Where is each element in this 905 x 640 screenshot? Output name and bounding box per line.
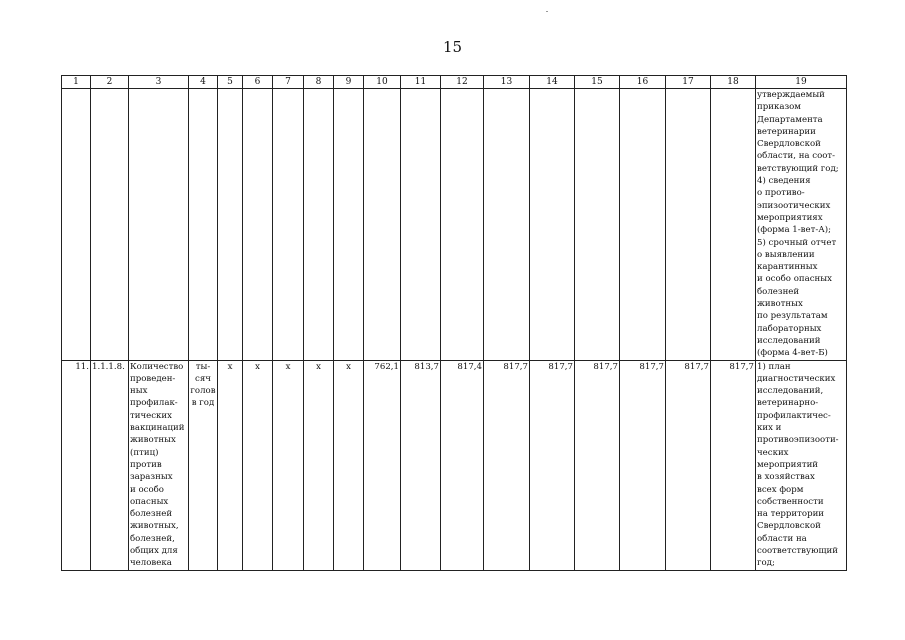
- value-cell: 817,4: [441, 360, 484, 570]
- header-cell: 3: [129, 76, 189, 89]
- empty-cell: [334, 89, 364, 361]
- value-cell: 817,7: [530, 360, 575, 570]
- header-cell: 10: [364, 76, 401, 89]
- value-cell: х: [243, 360, 273, 570]
- data-source-cell: утверждаемый приказом Департамента ветеринарии Свердловской области, на соот- ветствующий год; 4) сведения о противо- эпизоотических мероприятиях (форма 1-вет-А); 5) срочный отчет о выявлении карантинных и особо опасных болезней животных по результатам лабораторных исследований (форма 4-вет-Б): [756, 89, 847, 361]
- empty-cell: [304, 89, 334, 361]
- empty-cell: [575, 89, 620, 361]
- empty-cell: [620, 89, 666, 361]
- header-cell: 13: [484, 76, 530, 89]
- header-cell: 7: [273, 76, 304, 89]
- table-row-11: [62, 360, 847, 570]
- empty-cell: [243, 89, 273, 361]
- header-cell: 6: [243, 76, 273, 89]
- header-cell: 17: [666, 76, 711, 89]
- empty-cell: [189, 89, 218, 361]
- header-cell: 11: [401, 76, 441, 89]
- code-cell: 1.1.1.8.: [91, 360, 129, 570]
- empty-cell: [91, 89, 129, 361]
- empty-cell: [530, 89, 575, 361]
- data-source-cell: 1) план диагностических исследований, ветеринарно- профилактичес- ких и противоэпизооти- ческих мероприятий в хозяйствах всех форм собственности на территории Свердловской области на соответствующий год;: [756, 360, 847, 570]
- value-cell: 817,7: [575, 360, 620, 570]
- empty-cell: [441, 89, 484, 361]
- value-cell: х: [218, 360, 243, 570]
- value-cell: х: [273, 360, 304, 570]
- scan-speck: [546, 11, 548, 12]
- value-cell: 813,7: [401, 360, 441, 570]
- header-cell: 14: [530, 76, 575, 89]
- header-cell: 12: [441, 76, 484, 89]
- row-number-cell: 11.: [62, 360, 91, 570]
- value-cell: 817,7: [484, 360, 530, 570]
- header-cell: 2: [91, 76, 129, 89]
- empty-cell: [129, 89, 189, 361]
- empty-cell: [273, 89, 304, 361]
- value-cell: х: [304, 360, 334, 570]
- empty-cell: [666, 89, 711, 361]
- table-header-row: [62, 76, 847, 89]
- table-row-continued: [62, 89, 847, 361]
- empty-cell: [711, 89, 756, 361]
- page-number: 15: [442, 38, 463, 56]
- header-cell: 5: [218, 76, 243, 89]
- empty-cell: [62, 89, 91, 361]
- value-cell: 817,7: [666, 360, 711, 570]
- header-cell: 18: [711, 76, 756, 89]
- value-cell: 762,1: [364, 360, 401, 570]
- unit-cell: ты- сяч голов в год: [189, 360, 218, 570]
- indicators-table: [61, 75, 847, 571]
- header-cell: 9: [334, 76, 364, 89]
- empty-cell: [218, 89, 243, 361]
- indicator-name-cell: Количество проведен- ных профилак- тических вакцинаций животных (птиц) против заразных и особо опасных болезней животных, болезней, общих для человека: [129, 360, 189, 570]
- header-cell: 19: [756, 76, 847, 89]
- header-cell: 16: [620, 76, 666, 89]
- value-cell: х: [334, 360, 364, 570]
- header-cell: 4: [189, 76, 218, 89]
- empty-cell: [484, 89, 530, 361]
- empty-cell: [364, 89, 401, 361]
- header-cell: 1: [62, 76, 91, 89]
- value-cell: 817,7: [620, 360, 666, 570]
- value-cell: 817,7: [711, 360, 756, 570]
- empty-cell: [401, 89, 441, 361]
- header-cell: 8: [304, 76, 334, 89]
- header-cell: 15: [575, 76, 620, 89]
